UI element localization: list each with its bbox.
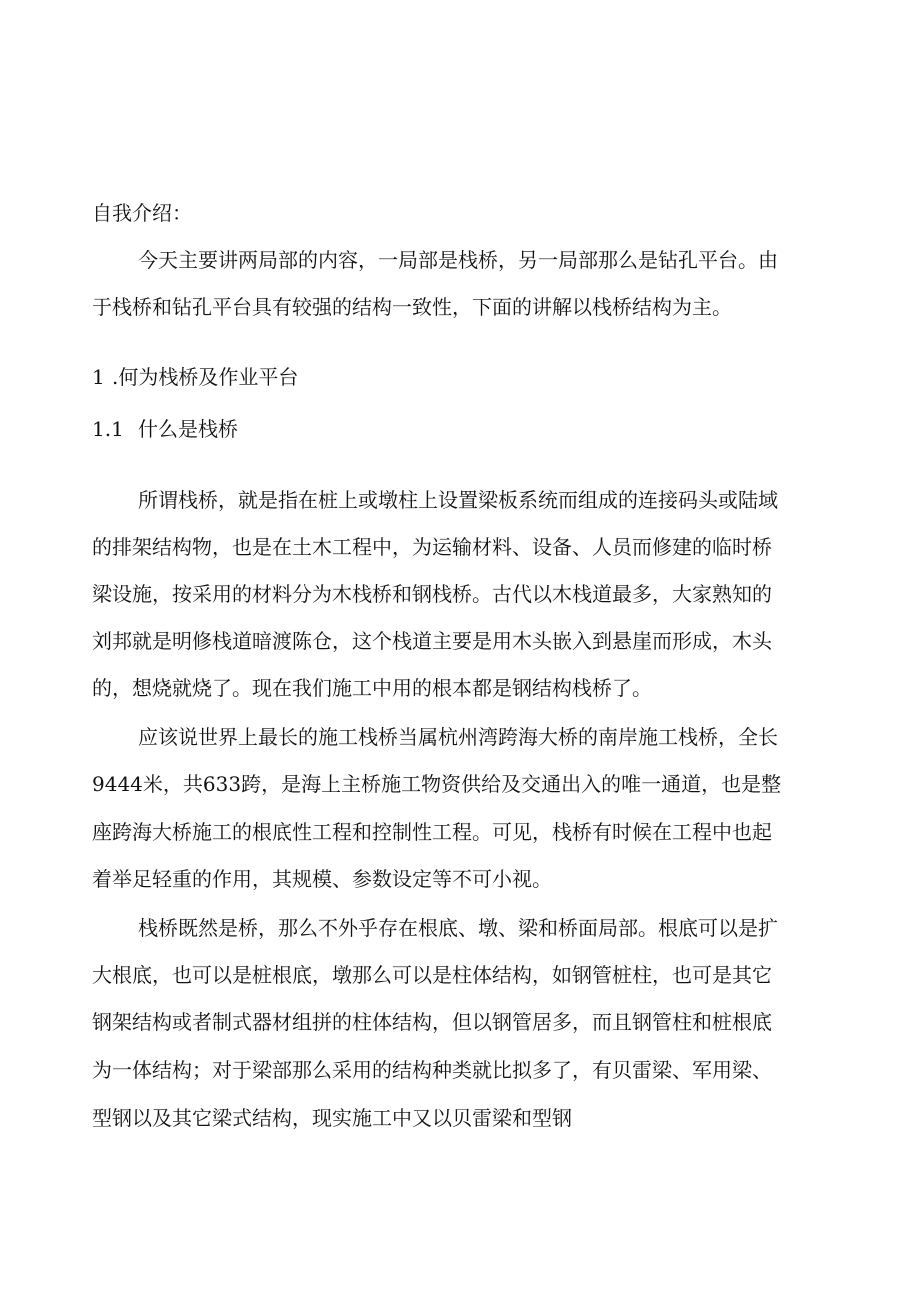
paragraph-2-line-1: 所谓栈桥，就是指在桩上或墩柱上设置梁板系统而组成的连接码头或陆域	[138, 488, 778, 512]
intro-heading: 自我介绍：	[92, 201, 192, 225]
paragraph-4-line-5: 型钢以及其它梁式结构，现实施工中又以贝雷梁和型钢	[92, 1106, 572, 1130]
section-1-number: 1	[92, 365, 105, 389]
paragraph-3-line-1: 应该说世界上最长的施工栈桥当属杭州湾跨海大桥的南岸施工栈桥，全长	[138, 725, 778, 749]
paragraph-3-line-4: 着举足轻重的作用，其规模、参数设定等不可小视。	[92, 867, 552, 891]
paragraph-2-line-2: 的排架结构物，也是在土木工程中，为运输材料、设备、人员而修建的临时桥	[92, 535, 772, 559]
paragraph-4-line-2: 大根底，也可以是桩根底，墩那么可以是柱体结构，如钢管桩柱，也可是其它	[92, 963, 772, 987]
paragraph-3-line-2: 9444米，共633跨，是海上主桥施工物资供给及交通出入的唯一通道，也是整	[92, 772, 782, 796]
paragraph-2-line-3: 梁设施，按采用的材料分为木栈桥和钢栈桥。古代以木栈道最多，大家熟知的	[92, 582, 772, 606]
section-1-1-heading	[92, 415, 238, 443]
paragraph-4-line-3: 钢架结构或者制式器材组拼的柱体结构，但以钢管居多，而且钢管柱和桩根底	[92, 1010, 772, 1034]
paragraph-4-line-4: 为一体结构；对于梁部那么采用的结构种类就比拟多了，有贝雷梁、军用梁、	[92, 1058, 772, 1082]
paragraph-1-line-1: 今天主要讲两局部的内容，一局部是栈桥，另一局部那么是钻孔平台。由	[138, 248, 778, 272]
section-1-1-title: 什么是栈桥	[138, 417, 238, 441]
paragraph-2-line-5: 的，想烧就烧了。现在我们施工中用的根本都是钢结构栈桥了。	[92, 676, 652, 700]
paragraph-3-line-3: 座跨海大桥施工的根底性工程和控制性工程。可见，栈桥有时候在工程中也起	[92, 820, 772, 844]
section-1-heading	[92, 363, 298, 391]
paragraph-1-line-2: 于栈桥和钻孔平台具有较强的结构一致性，下面的讲解以栈桥结构为主。	[92, 295, 732, 319]
section-1-title: .何为栈桥及作业平台	[112, 365, 299, 389]
paragraph-4-line-1: 栈桥既然是桥，那么不外乎存在根底、墩、梁和桥面局部。根底可以是扩	[138, 916, 778, 940]
section-1-1-number: 1.1	[92, 417, 124, 441]
paragraph-2-line-4: 刘邦就是明修栈道暗渡陈仓，这个栈道主要是用木头嵌入到悬崖而形成，木头	[92, 629, 772, 653]
